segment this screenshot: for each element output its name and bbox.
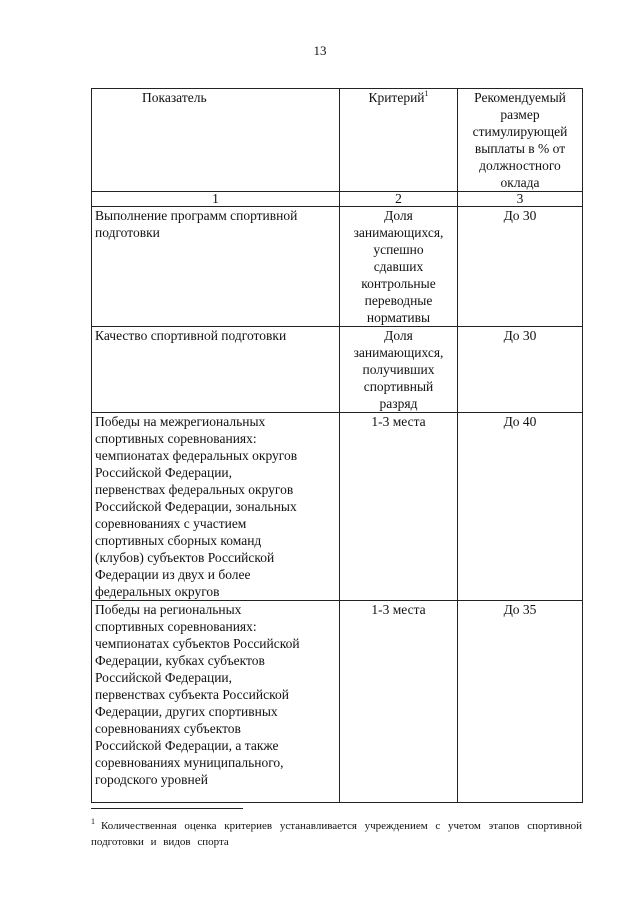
- cell-line: переводные: [364, 293, 433, 308]
- cell-line: стимулирующей: [472, 124, 568, 139]
- header-payment: [458, 89, 583, 192]
- footnote: [91, 814, 582, 850]
- cell-line: занимающихся,: [353, 225, 444, 240]
- table-row: [92, 207, 583, 327]
- payment-cell: До 30: [458, 327, 583, 413]
- cell-line: выплаты в % от: [474, 141, 566, 156]
- cell-line: Российской Федерации, зональных: [95, 499, 297, 514]
- column-number: 1: [92, 192, 340, 207]
- cell-line: 1-3 места: [371, 602, 426, 617]
- cell-line: спортивных сборных команд: [95, 533, 262, 548]
- indicator-cell: [92, 327, 340, 413]
- header-criterion: [340, 89, 458, 192]
- table-header-row: [92, 89, 583, 192]
- header-indicator-text: Показатель: [142, 90, 207, 105]
- indicator-cell: [92, 601, 340, 803]
- cell-line: Доля: [384, 208, 413, 223]
- indicator-cell: [92, 413, 340, 601]
- table-row: [92, 601, 583, 803]
- criterion-cell: [340, 327, 458, 413]
- cell-line: (клубов) субъектов Российской: [95, 550, 275, 565]
- cell-line: успешно: [373, 242, 424, 257]
- header-criterion-text: Критерий: [368, 90, 425, 105]
- cell-line: получивших: [362, 362, 435, 377]
- cell-line: чемпионатах субъектов Российской: [95, 636, 300, 651]
- footnote-divider: [91, 808, 243, 809]
- header-indicator: [92, 89, 340, 192]
- cell-line: размер: [500, 107, 540, 122]
- cell-line: спортивных соревнованиях:: [95, 619, 257, 634]
- payment-cell: До 35: [458, 601, 583, 803]
- cell-line: сдавших: [373, 259, 424, 274]
- cell-line: нормативы: [366, 310, 431, 325]
- cell-line: Рекомендуемый: [474, 90, 566, 105]
- cell-line: соревнованиях с участием: [95, 516, 247, 531]
- cell-line: чемпионатах федеральных округов: [95, 448, 298, 463]
- criterion-cell: [340, 207, 458, 327]
- column-number: 2: [340, 192, 458, 207]
- footnote-mark: 1: [424, 89, 429, 98]
- payment-cell: До 30: [458, 207, 583, 327]
- cell-line: Доля: [384, 328, 413, 343]
- cell-line: спортивный: [363, 379, 434, 394]
- cell-line: 1-3 места: [371, 414, 426, 429]
- cell-line: Федерации, других спортивных: [95, 704, 278, 719]
- cell-line: Выполнение программ спортивной: [95, 208, 298, 223]
- column-number-row: [92, 192, 583, 207]
- cell-line: спортивных соревнованиях:: [95, 431, 257, 446]
- cell-line: Качество спортивной подготовки: [95, 328, 287, 343]
- table-row: [92, 413, 583, 601]
- cell-line: соревнованиях муниципального,: [95, 755, 284, 770]
- payment-cell: До 40: [458, 413, 583, 601]
- criterion-cell: [340, 601, 458, 803]
- stimulus-table: [91, 88, 583, 803]
- footnote-text: Количественная оценка критериев устанавливается учреждением с учетом этапов спортивной подготовки и видов спорта: [91, 820, 582, 848]
- cell-line: Федерации из двух и более: [95, 567, 251, 582]
- criterion-cell: [340, 413, 458, 601]
- cell-line: Победы на межрегиональных: [95, 414, 266, 429]
- cell-line: Федерации, кубках субъектов: [95, 653, 265, 668]
- cell-line: Российской Федерации,: [95, 465, 233, 480]
- cell-line: Победы на региональных: [95, 602, 242, 617]
- page-number: 13: [313, 43, 327, 58]
- cell-line: федеральных округов: [95, 584, 220, 599]
- cell-line: контрольные: [361, 276, 436, 291]
- cell-line: занимающихся,: [353, 345, 444, 360]
- cell-line: оклада: [500, 175, 540, 190]
- cell-line: Российской Федерации,: [95, 670, 233, 685]
- cell-line: Российской Федерации, а также: [95, 738, 279, 753]
- table-row: [92, 327, 583, 413]
- cell-line: первенствах федеральных округов: [95, 482, 294, 497]
- cell-line: подготовки: [95, 225, 160, 240]
- cell-line: первенствах субъекта Российской: [95, 687, 289, 702]
- column-number: 3: [458, 192, 583, 207]
- cell-line: разряд: [379, 396, 418, 411]
- cell-line: должностного: [479, 158, 561, 173]
- footnote-number: 1: [91, 817, 95, 826]
- cell-line: соревнованиях субъектов: [95, 721, 241, 736]
- cell-line: городского уровней: [95, 772, 208, 787]
- indicator-cell: [92, 207, 340, 327]
